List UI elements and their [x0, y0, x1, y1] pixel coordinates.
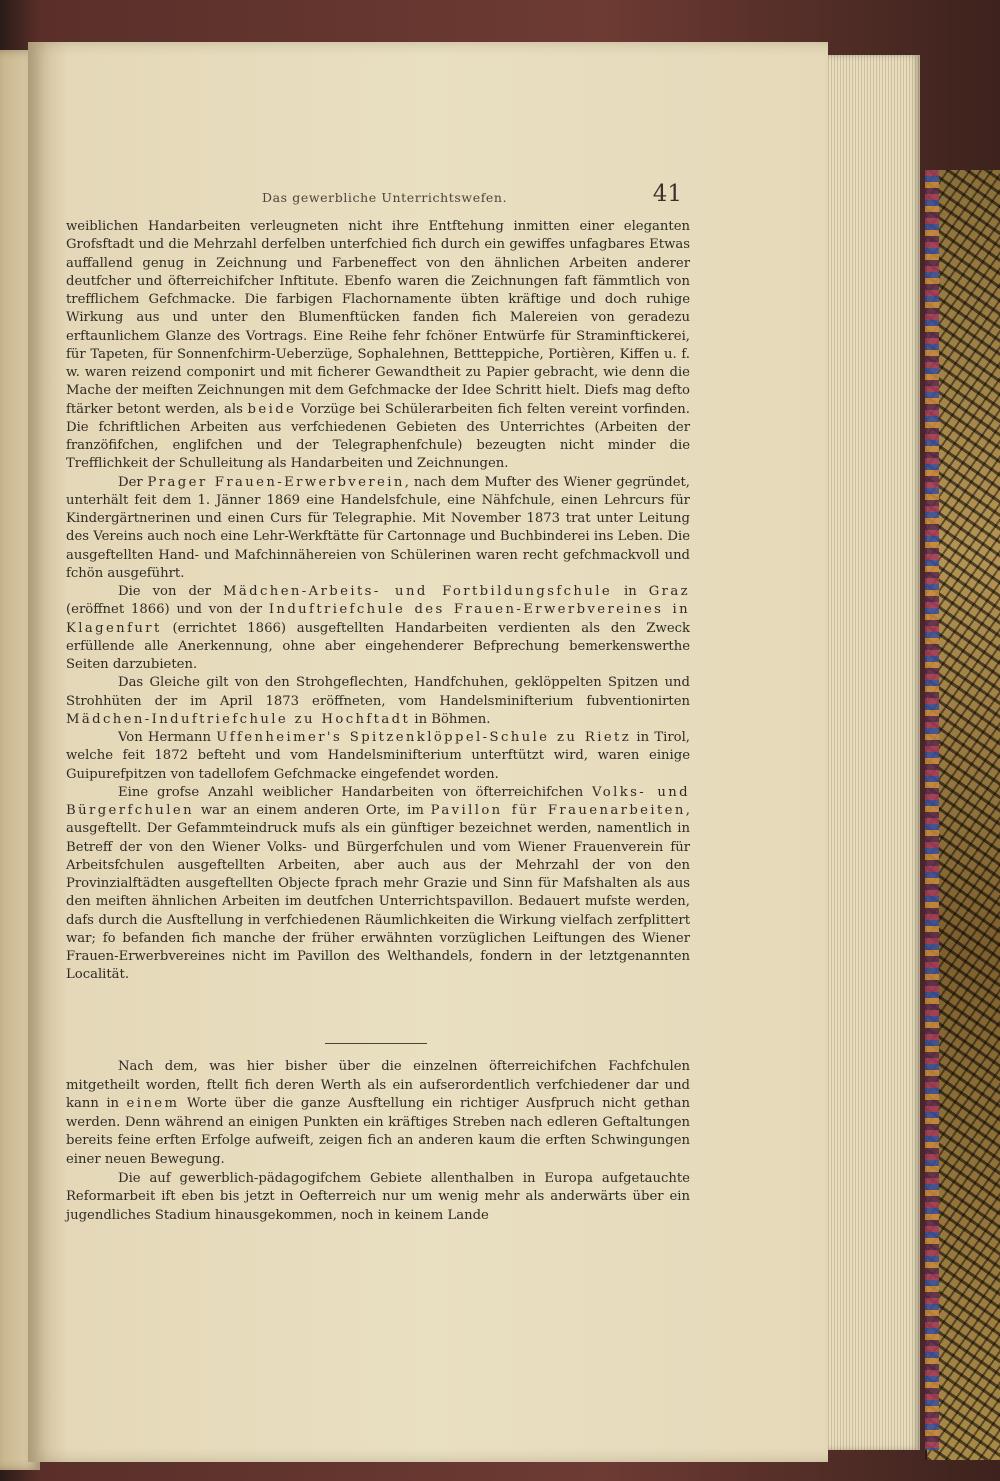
spaced-emphasis: Pavillon für Frauenarbeiten	[430, 803, 686, 818]
paragraph	[66, 474, 690, 584]
text-run: in Tirol, welche feit 1872 befteht und vom Handelsminifterium unterftützt wird, waren einige Guipurefpitzen von tadellofem Gefchmacke eingefendet worden.	[66, 730, 690, 782]
text-run: Von Hermann	[118, 730, 217, 745]
page-number: 41	[652, 181, 682, 207]
spaced-emphasis: Graz	[648, 584, 690, 599]
text-run: in	[612, 584, 649, 599]
page-header	[262, 181, 682, 214]
text-run: Die auf gewerblich-pädagogifchem Gebiete allenthalben in Europa aufgetauchte Reformarbeit ift eben bis jetzt in Oefterreich nur um wenig mehr als anderwärts über ein jugendliches Stadium hinausgekommen, noch in keinem Lande	[66, 1170, 690, 1223]
text-run: Der	[118, 474, 148, 490]
spaced-emphasis: beide	[247, 401, 297, 417]
text-run: weiblichen Handarbeiten verleugneten nicht ihre Entftehung inmitten einer eleganten Grofsftadt und die Mehrzahl derfelben unterfchied fich durch ein gewiffes unfagbares Etwas auffallend genug in Zeichnung und Farbeneffect von den ähnlichen Arbeiten anderer deutfcher und öfterreichifcher Inftitute. Ebenfo waren die Zeichnungen faft fämmtlich von trefflichem Gefchmacke. Die farbigen Flachornamente übten kräftige und doch ruhige Wirkung aus und unter den Blumenftücken fanden fich Malereien von geradezu erftaunlichem Glanze des Vortrags. Eine Reihe fehr fchöner Entwürfe für Straminftickerei, für Tapeten, für Sonnenfchirm-Ueberzüge, Sophalehnen, Bettteppiche, Portièren, Kiffen u. f. w. waren reizend componirt und mit ficherer Gewandtheit zu Papier gebracht, wie denn die Mache der meiften Zeichnungen mit dem Gefchmacke der Idee Schritt hielt. Diefs mag defto ftärker betont werden, als	[66, 219, 690, 417]
spaced-emphasis: Volks- und Bürgerfchulen	[66, 784, 691, 818]
paragraph	[66, 784, 690, 985]
text-run: in Böhmen.	[410, 711, 491, 727]
body-text-continued	[66, 1058, 690, 1225]
text-run: (eröffnet 1866) und von der	[66, 602, 269, 618]
spaced-emphasis: Mädchen-Arbeits- und Fortbildungsfchule	[223, 584, 613, 599]
spaced-emphasis: Prager Frauen-Erwerbverein	[147, 474, 405, 490]
spaced-emphasis: einem	[126, 1096, 180, 1112]
paragraph	[66, 583, 690, 674]
section-divider	[325, 1043, 427, 1044]
text-run: , nach dem Mufter des Wiener gegründet, unterhält feit dem 1. Jänner 1869 eine Handelsfchule, eine Nähfchule, einen Lehrcurs für Kindergärtnerinen und einen Curs für Telegraphie. Mit November 1873 trat unter Leitung des Vereins auch noch eine Lehr-Werkftätte für Cartonnage und Buchbinderei ins Leben. Die ausgeftellten Hand- und Mafchinnähereien von Schülerinen waren recht gefchmackvoll und fchön ausgeführt.	[66, 474, 690, 581]
paragraph	[66, 674, 690, 729]
text-run: , ausgeftellt. Der Gefammteindruck mufs als ein günftiger bezeichnet werden, namentlich in Betreff der von den Wiener Volks- und Bürgerfchulen und vom Wiener Frauenverein für Arbeitsfchulen ausgeftellten Arbeiten, aber auch aus der Mehrzahl der von den Provinzialftädten ausgeftellten Objecte fprach mehr Grazie und Sinn für Mafshalten als aus den meiften ähnlichen Arbeiten im deutfchen Unterrichtspavillon. Bedauert mufste werden, dafs durch die Ausftellung in verfchiedenen Räumlichkeiten die Wirkung vielfach zerfplittert war; fo befanden fich manche der früher erwähnten vorzüglichen Leiftungen des Wiener Frauen-Erwerbvereines nicht im Pavillon des Welthandels, fondern in der letztgenannten Localität.	[66, 803, 690, 983]
paragraph	[66, 218, 690, 474]
spaced-emphasis: Induftriefchule des Frauen-Erwerbvereines in Klagenfurt	[66, 602, 690, 636]
marbled-page-edge	[925, 170, 939, 1450]
spaced-emphasis: Mädchen-Induftriefchule zu Hochftadt	[66, 711, 411, 727]
paragraph	[66, 1170, 690, 1226]
body-text	[66, 218, 690, 985]
text-run: Eine grofse Anzahl weiblicher Handarbeiten von öfterreichifchen	[118, 784, 593, 800]
page-block-edges	[820, 55, 920, 1450]
text-run: Nach dem, was hier bisher über die einzelnen öfterreichifchen Fachfchulen mitgetheilt worden, ftellt fich deren Werth als ein aufserordentlich verfchiedener dar und kann in	[66, 1059, 690, 1112]
text-run: war an einem anderen Orte, im	[194, 803, 431, 818]
text-run: Die von der	[118, 584, 224, 599]
running-title: Das gewerbliche Unterrichtswefen.	[262, 190, 508, 205]
text-run: Vorzüge bei Schülerarbeiten fich felten vereint vorfinden. Die fchriftlichen Arbeiten aus verfchiedenen Gebieten des Unterrichtes (Arbeiten der franzöfifchen, englifchen und der Telegraphenfchule) bezeugten nicht minder die Trefflichkeit der Schulleitung als Handarbeiten und Zeichnungen.	[66, 401, 690, 472]
spaced-emphasis: Uffenheimer's Spitzenklöppel-Schule zu Rietz	[216, 730, 632, 745]
text-run: Worte über die ganze Ausftellung ein richtiger Ausfpruch nicht gethan werden. Denn während an einigen Punkten ein kräftiges Streben nach edleren Geftaltungen bereits feine erften Erfolge aufweift, zeigen fich an anderen kaum die erften Schwingungen einer neuen Bewegung.	[66, 1096, 690, 1167]
text-run: (errichtet 1866) ausgeftellten Handarbeiten verdienten als den Zweck erfüllende alle Anerkennung, ohne aber eingehenderer Befprechung bemerkenswerthe Seiten darzubieten.	[66, 620, 690, 672]
text-run: Das Gleiche gilt von den Strohgeflechten, Handfchuhen, geklöppelten Spitzen und Strohhüten der im April 1873 eröffneten, vom Handelsminifterium fubventionirten	[66, 675, 690, 709]
paragraph	[66, 729, 690, 784]
paragraph	[66, 1058, 690, 1170]
